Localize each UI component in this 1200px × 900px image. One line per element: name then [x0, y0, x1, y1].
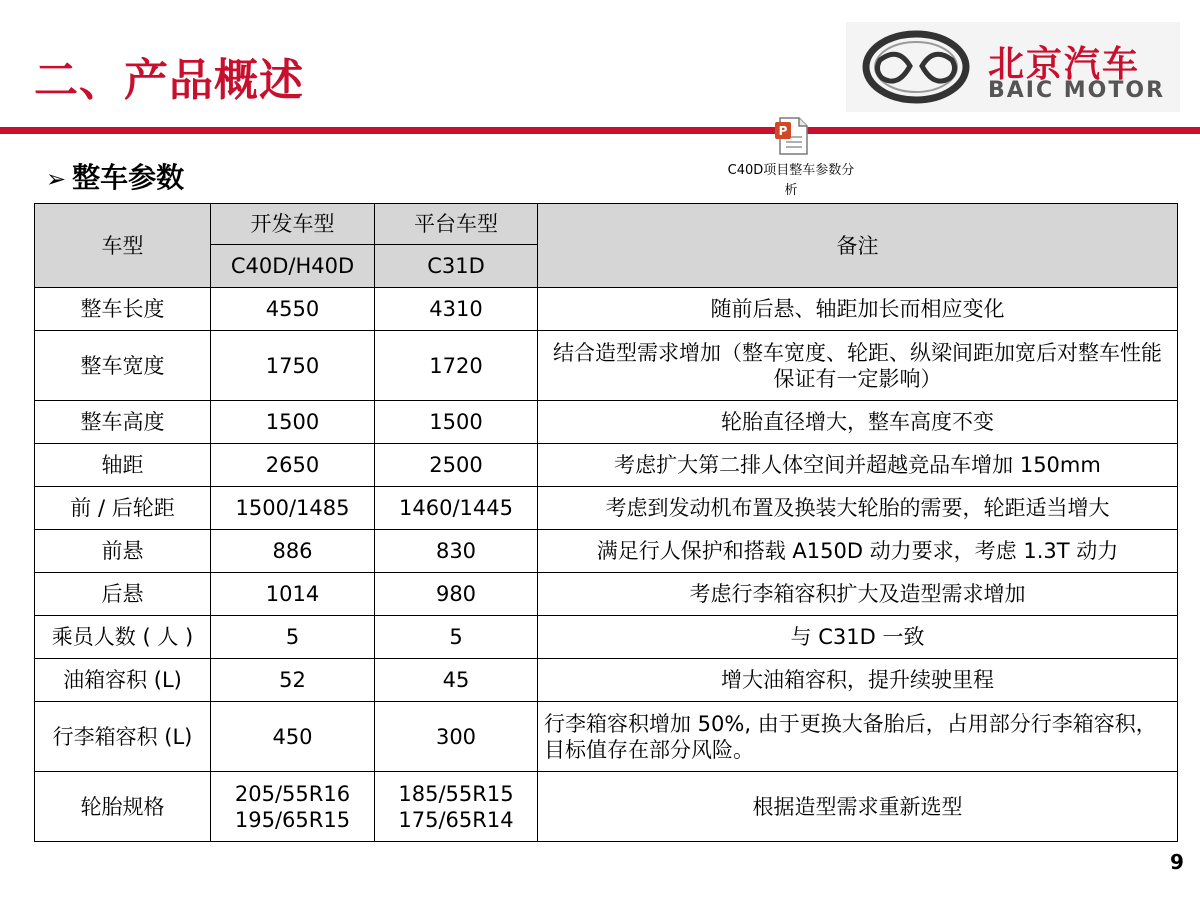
- param-cell: 前悬: [35, 530, 211, 573]
- note-cell: 结合造型需求增加（整车宽度、轮距、纵梁间距加宽后对整车性能保证有一定影响）: [538, 331, 1178, 401]
- section-heading: [46, 156, 184, 196]
- section-heading-text: 整车参数: [72, 161, 185, 194]
- platform-value-cell: 980: [375, 573, 538, 616]
- note-cell: 满足行人保护和搭载 A150D 动力要求，考虑 1.3T 动力: [538, 530, 1178, 573]
- param-cell: 轮胎规格: [35, 772, 211, 842]
- powerpoint-file-icon[interactable]: [772, 116, 812, 156]
- platform-value-cell: 2500: [375, 444, 538, 487]
- param-cell: 轴距: [35, 444, 211, 487]
- page-number: 9: [1170, 850, 1184, 874]
- dev-value-cell: 2650: [211, 444, 375, 487]
- note-cell: 轮胎直径增大，整车高度不变: [538, 401, 1178, 444]
- dev-value-cell: [211, 772, 375, 842]
- platform-value-cell: 1720: [375, 331, 538, 401]
- logo-name-cn: 北京汽车: [988, 44, 1141, 85]
- header-dev-model: 开发车型: [211, 204, 375, 245]
- table-row: [35, 487, 1178, 530]
- slide-title: 二、产品概述: [34, 55, 304, 106]
- baic-emblem-icon: [860, 30, 972, 104]
- param-cell: 整车高度: [35, 401, 211, 444]
- platform-value-cell: [375, 772, 538, 842]
- bullet-arrow-icon: ➢: [46, 165, 67, 193]
- dev-value-cell: 450: [211, 702, 375, 772]
- param-cell: 前 / 后轮距: [35, 487, 211, 530]
- dev-value-cell: 52: [211, 659, 375, 702]
- tire-spec-line: 175/65R14: [398, 807, 514, 832]
- baic-logo: [846, 22, 1180, 112]
- logo-name-en: BAIC MOTOR: [988, 78, 1166, 103]
- param-cell: 油箱容积 (L): [35, 659, 211, 702]
- note-cell: 与 C31D 一致: [538, 616, 1178, 659]
- note-cell: 行李箱容积增加 50%, 由于更换大备胎后，占用部分行李箱容积，目标值存在部分风险。: [538, 702, 1178, 772]
- title-divider: [0, 127, 1200, 134]
- param-cell: 乘员人数 ( 人 ): [35, 616, 211, 659]
- platform-value-cell: 830: [375, 530, 538, 573]
- vehicle-spec-table: [34, 203, 1178, 842]
- param-cell: 整车长度: [35, 288, 211, 331]
- platform-value-cell: 1500: [375, 401, 538, 444]
- dev-value-cell: 1500: [211, 401, 375, 444]
- note-cell: 增大油箱容积，提升续驶里程: [538, 659, 1178, 702]
- embedded-file-label[interactable]: C40D项目整车参数分析: [727, 163, 855, 198]
- dev-value-cell: 5: [211, 616, 375, 659]
- platform-value-cell: 45: [375, 659, 538, 702]
- table-row: [35, 444, 1178, 487]
- note-cell: 考虑行李箱容积扩大及造型需求增加: [538, 573, 1178, 616]
- header-notes: 备注: [538, 204, 1178, 288]
- tire-spec-line: 185/55R15: [398, 781, 514, 806]
- table-row: [35, 401, 1178, 444]
- platform-value-cell: 5: [375, 616, 538, 659]
- table-row: [35, 573, 1178, 616]
- dev-value-cell: 886: [211, 530, 375, 573]
- param-cell: 后悬: [35, 573, 211, 616]
- table-header-row: [35, 204, 1178, 245]
- table-row: [35, 331, 1178, 401]
- header-model: 车型: [35, 204, 211, 288]
- note-cell: 根据造型需求重新选型: [538, 772, 1178, 842]
- tire-spec-line: 195/65R15: [234, 807, 351, 832]
- table-row: [35, 772, 1178, 842]
- table-row: [35, 530, 1178, 573]
- dev-value-cell: 1750: [211, 331, 375, 401]
- header-dev-model-code: C40D/H40D: [211, 245, 375, 288]
- table-row: [35, 288, 1178, 331]
- dev-value-cell: 1500/1485: [211, 487, 375, 530]
- param-cell: 行李箱容积 (L): [35, 702, 211, 772]
- table-row: [35, 616, 1178, 659]
- table-row: [35, 659, 1178, 702]
- dev-value-cell: 1014: [211, 573, 375, 616]
- note-cell: 考虑到发动机布置及换装大轮胎的需要，轮距适当增大: [538, 487, 1178, 530]
- param-cell: 整车宽度: [35, 331, 211, 401]
- platform-value-cell: 4310: [375, 288, 538, 331]
- svg-text:P: P: [778, 124, 788, 138]
- tire-spec-line: 205/55R16: [234, 781, 351, 806]
- table-row: [35, 702, 1178, 772]
- platform-value-cell: 1460/1445: [375, 487, 538, 530]
- note-cell: 考虑扩大第二排人体空间并超越竞品车增加 150mm: [538, 444, 1178, 487]
- platform-value-cell: 300: [375, 702, 538, 772]
- header-platform-model: 平台车型: [375, 204, 538, 245]
- dev-value-cell: 4550: [211, 288, 375, 331]
- header-platform-model-code: C31D: [375, 245, 538, 288]
- note-cell: 随前后悬、轴距加长而相应变化: [538, 288, 1178, 331]
